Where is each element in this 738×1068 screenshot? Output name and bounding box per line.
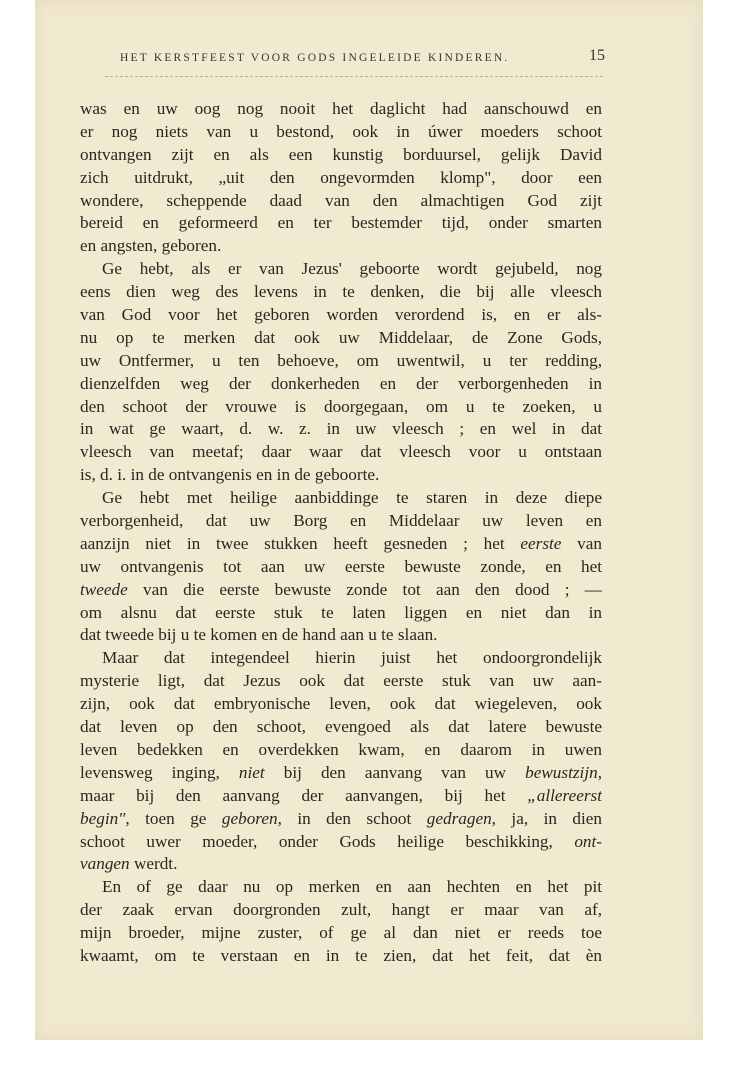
text-line: [80, 258, 602, 281]
text-run: , in den schoot: [277, 808, 427, 828]
text-line: [80, 739, 602, 762]
emphasis: „allereerst: [527, 785, 602, 805]
text-line: [80, 922, 602, 945]
text-line: [80, 98, 602, 121]
emphasis: gedragen: [426, 808, 492, 828]
text-line: [80, 327, 602, 350]
text-run: leven bedekken en overdekken kwam, en daarom in uwen: [80, 739, 602, 759]
text-run: aanzijn niet in twee stukken heeft gesneden ; het: [80, 533, 521, 553]
text-run: in wat ge waart, d. w. z. in uw vleesch ; en wel in dat: [80, 419, 602, 439]
emphasis: tweede: [80, 579, 128, 599]
text-line: [80, 853, 602, 876]
text-line: [80, 373, 602, 396]
text-line: [80, 945, 602, 968]
text-run: , ja, in dien: [491, 808, 602, 828]
text-run: dienzelfden weg der donkerheden en der verborgenheden in: [80, 373, 602, 393]
emphasis: geboren: [221, 808, 278, 828]
header-rule: [105, 76, 603, 77]
text-line: [80, 533, 602, 556]
text-run: was en uw oog nog nooit het daglicht had aanschouwd en: [80, 99, 602, 118]
text-line: [80, 876, 602, 899]
text-run: verborgenheid, dat uw Borg en Middelaar uw leven en: [80, 511, 602, 531]
text-line: [80, 121, 602, 144]
page-header: [80, 47, 605, 70]
text-run: , toen ge: [125, 808, 222, 828]
text-line: [80, 899, 602, 922]
text-run: Ge hebt, als er van Jezus' geboorte wordt gejubeld, nog: [102, 259, 602, 279]
text-line: [80, 304, 602, 327]
text-run: nu op te merken dat ook uw Middelaar, de Zone Gods,: [80, 327, 602, 347]
text-run: zich uitdrukt, „uit den ongevormden klomp", door een: [80, 167, 602, 187]
text-line: [80, 190, 602, 213]
text-line: [80, 716, 602, 739]
text-line: [80, 624, 602, 647]
text-run: den schoot der vrouwe is doorgegaan, om u te zoeken, u: [80, 396, 602, 416]
text-line: [80, 396, 602, 419]
running-title: HET KERSTFEEST VOOR GODS INGELEIDE KINDEREN.: [120, 52, 510, 64]
text-line: [80, 418, 602, 441]
text-run: uw ontvangenis tot aan uw eerste bewuste zonde, en het: [80, 556, 602, 576]
text-run: ,: [597, 762, 602, 782]
text-line: [80, 144, 602, 167]
text-run: en angsten, geboren.: [80, 236, 222, 256]
text-run: mysterie ligt, dat Jezus ook dat eerste stuk van uw aan-: [80, 671, 602, 691]
text-run: vleesch van meetaf; daar waar dat vleesch voor u ontstaan: [80, 442, 602, 462]
text-run: ontvangen zijt en als een kunstig borduursel, gelijk David: [80, 144, 602, 164]
text-line: [80, 167, 602, 190]
text-run: wondere, scheppende daad van den almachtigen God zijt: [80, 190, 602, 210]
text-line: [80, 487, 602, 510]
text-run: levensweg inging,: [80, 762, 239, 782]
text-line: [80, 579, 602, 602]
text-line: [80, 510, 602, 533]
text-run: van die eerste bewuste zonde tot aan den dood ; —: [127, 579, 602, 599]
text-run: kwaamt, om te verstaan en in te zien, dat het feit, dat èn: [80, 945, 602, 965]
text-line: [80, 762, 602, 785]
text-run: bij den aanvang van uw: [264, 762, 526, 782]
emphasis: vangen: [80, 854, 130, 874]
text-run: om alsnu dat eerste stuk te laten liggen en niet dan in: [80, 602, 602, 622]
text-run: is, d. i. in de ontvangenis en in de geboorte.: [80, 465, 380, 485]
text-run: mijn broeder, mijne zuster, of ge al dan niet er reeds toe: [80, 923, 602, 943]
text-run: En of ge daar nu op merken en aan hechten en het pit: [102, 877, 602, 897]
text-run: van: [561, 533, 602, 553]
text-run: Maar dat integendeel hierin juist het ondoorgrondelijk: [102, 648, 602, 668]
text-run: werdt.: [129, 854, 178, 874]
text-run: Ge hebt met heilige aanbiddinge te staren in deze diepe: [102, 488, 602, 508]
text-run: zijn, ook dat embryonische leven, ook dat wiegeleven, ook: [80, 694, 602, 714]
page-number: 15: [589, 47, 605, 64]
text-run: dat leven op den schoot, evengoed als dat latere bewuste: [80, 717, 602, 737]
emphasis: bewustzijn: [525, 762, 598, 782]
text-line: [80, 785, 602, 808]
text-line: [80, 441, 602, 464]
emphasis: niet: [238, 762, 265, 782]
text-line: [80, 556, 602, 579]
text-line: [80, 693, 602, 716]
text-run: eens dien weg des levens in te denken, die bij alle vleesch: [80, 282, 602, 302]
emphasis: begin": [80, 808, 126, 828]
text-run: dat tweede bij u te komen en de hand aan u te slaan.: [80, 625, 438, 645]
text-line: [80, 831, 602, 854]
text-line: [80, 647, 602, 670]
text-line: [80, 235, 602, 258]
text-line: [80, 808, 602, 831]
body-text: [80, 98, 602, 968]
text-run: schoot uwer moeder, onder Gods heilige beschikking,: [80, 831, 575, 851]
text-line: [80, 350, 602, 373]
text-run: van God voor het geboren worden verordend is, en er als-: [80, 305, 602, 325]
text-line: [80, 212, 602, 235]
text-line: [80, 670, 602, 693]
text-line: [80, 602, 602, 625]
text-line: [80, 281, 602, 304]
text-run: er nog niets van u bestond, ook in úwer moeders schoot: [80, 121, 602, 141]
emphasis: ont-: [574, 831, 602, 851]
text-run: uw Ontfermer, u ten behoeve, om uwentwil, u ter redding,: [80, 350, 602, 370]
text-run: maar bij den aanvang der aanvangen, bij het: [80, 785, 528, 805]
emphasis: eerste: [520, 533, 562, 553]
text-run: der zaak ervan doorgronden zult, hangt er maar van af,: [80, 900, 602, 920]
text-line: [80, 464, 602, 487]
text-run: bereid en geformeerd en ter bestemder tijd, onder smarten: [80, 213, 602, 233]
